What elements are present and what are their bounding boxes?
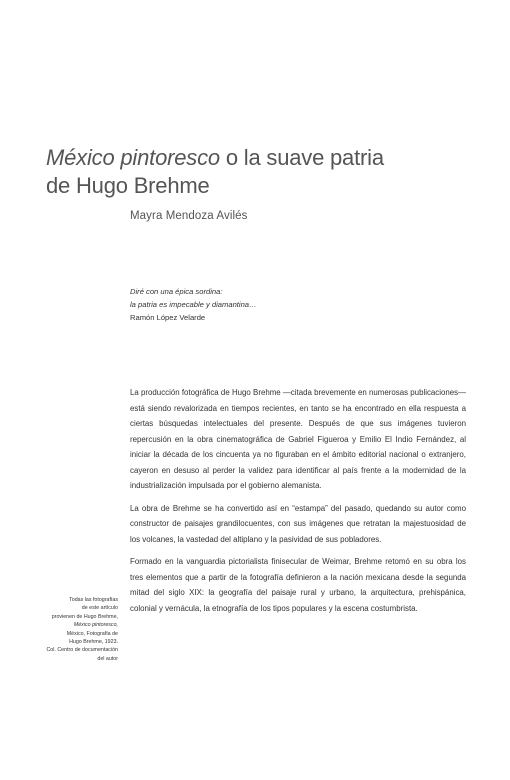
epigraph-attribution: Ramón López Velarde [130,313,206,322]
body-paragraph-2: La obra de Brehme se ha convertido así en “estampa” del pasado, quedando su autor como constructor de paisajes grandilocuentes, con sus imágenes que retratan la majestuosidad de los volcanes, la vastedad del altiplano y la pasividad de sus pobladores. [130,503,466,544]
photo-credit-caption [22,596,118,663]
article-body [130,385,466,623]
epigraph [130,285,450,324]
caption-line: del autor [97,655,118,662]
caption-line: México pintoresco, [73,622,118,629]
title-line-2: de Hugo Brehme [46,173,210,198]
epigraph-line-2: la patria es impecable y diamantina… [130,300,257,309]
title-italic-part: México pintoresco [46,145,220,170]
body-paragraph-3: Formado en la vanguardia pictorialista finisecular de Weimar, Brehme retomó en su obra los tres elementos que a partir de la fotografía definieron a la nación mexicana desde la segunda mitad del siglo XIX: la geografía del paisaje rural y urbano, la arquitectura, prehispánica, colonial y vernácula, la etnografía de los tipos populares y la escena costumbrista. [130,557,466,613]
caption-line: México, Fotografía de [66,630,118,637]
caption-line: de este artículo [81,605,118,612]
caption-line: provienen de Hugo Brehme, [51,613,118,620]
caption-line: Todas las fotografías [69,597,118,603]
body-paragraph-1: La producción fotográfica de Hugo Brehme —citada brevemente en numerosas publicaciones— está siendo revalorizada en tiempos recientes, en tanto se ha encontrado en ella respuesta a ciertas búsquedas intelectuales del presente. Después de que sus imágenes tuvieron repercusión en la obra cinematográfica de Gabriel Figueroa y Emilio El Indio Fernández, al iniciar la década de los cincuenta ya no figuraban en el ámbito editorial nacional o extranjero, cayeron en desuso al perder la validez para identificar al país frente a la modernidad de la industrialización impulsada por el gobierno alemanista. [130,388,466,490]
article-title [46,144,486,200]
epigraph-line-1: Diré con una épica sordina: [130,287,223,296]
caption-line: Col. Centro de documentación [46,647,118,654]
article-author: Mayra Mendoza Avilés [130,210,248,222]
title-rest: o la suave patria [219,145,384,170]
caption-line: Hugo Brehme, 1923. [69,639,118,646]
